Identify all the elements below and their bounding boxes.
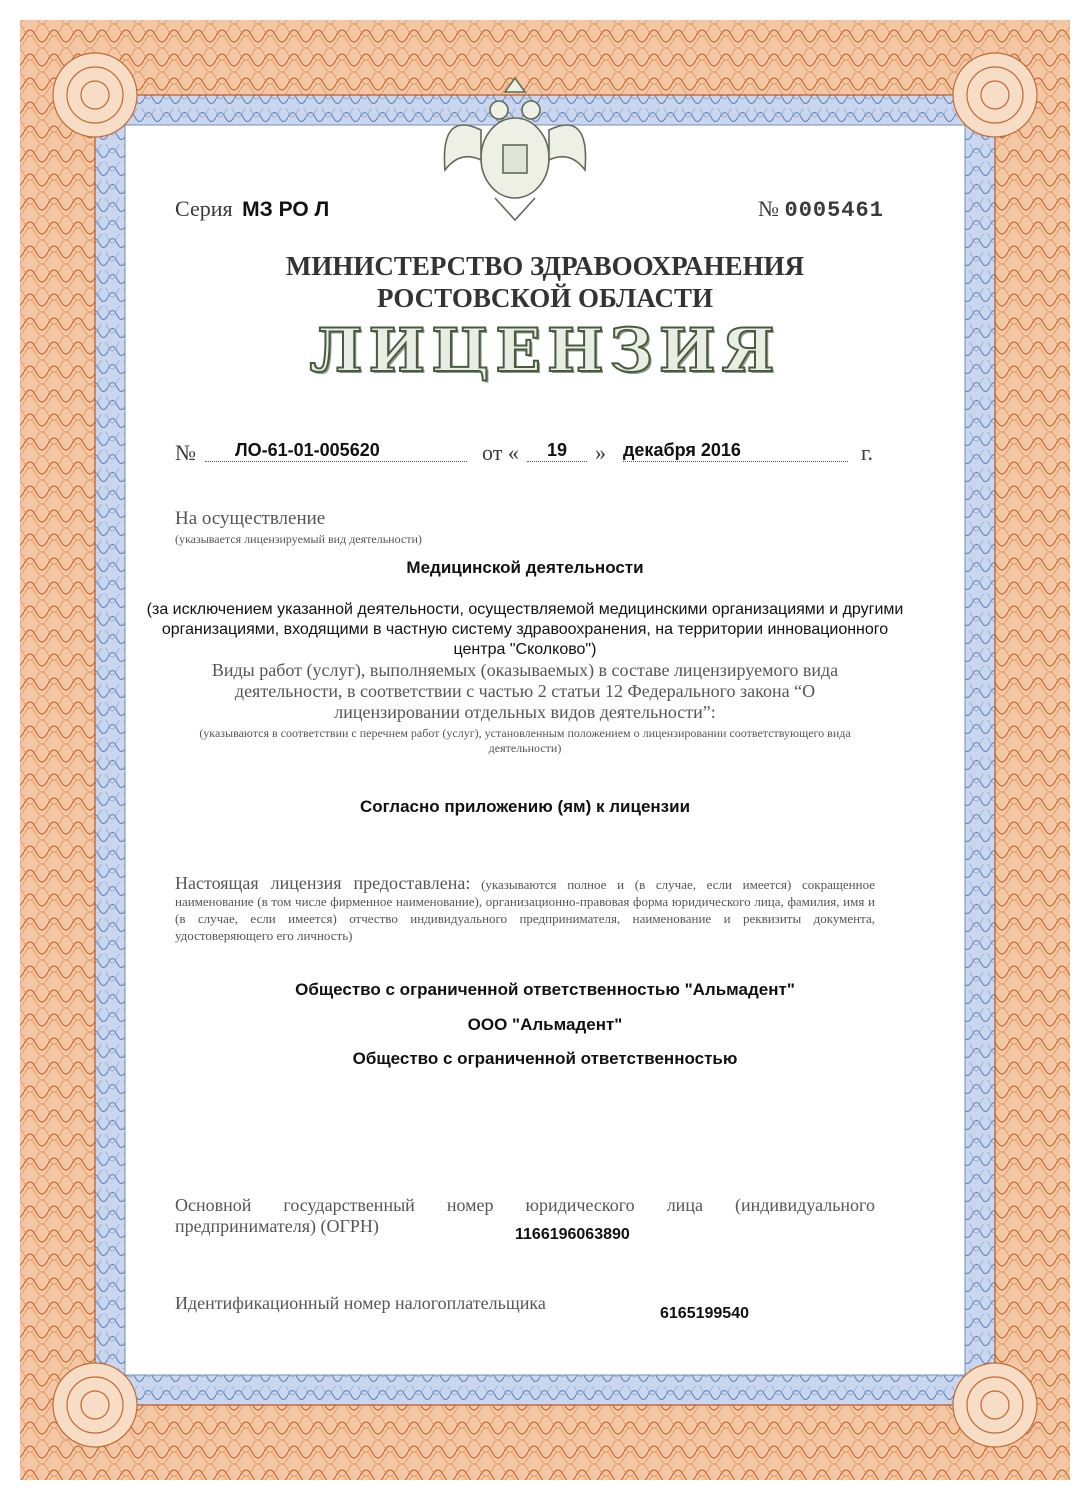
inn-label: Идентификационный номер налогоплательщика	[175, 1293, 546, 1313]
activity-exclusion: (за исключением указанной деятельности, осуществляемой медицинскими организациями и другими организациями, входящими в частную систему здравоохранения, на территории инновационного центра "Сколково")	[146, 601, 904, 658]
inn-value: 6165199540	[660, 1305, 749, 1322]
issuing-authority	[125, 250, 965, 314]
holder-hint: (указываются полное и (в случае, если имеется) сокращенное наименование (в том числе фирменное наименование), организационно-правовая форма юридического лица, фамилия, имя и (в случае, если имеется) отчество индивидуального предпринимателя, наименование и реквизиты документа, удостоверяющего его личность)	[175, 877, 875, 943]
activity-hint: (указывается лицензируемый вид деятельности)	[175, 532, 422, 546]
document-title: ЛИЦЕНЗИЯ	[309, 316, 781, 386]
year-suffix: г.	[861, 440, 874, 465]
series-label: Серия	[175, 196, 233, 221]
authority-line-1: МИНИСТЕРСТВО ЗДРАВООХРАНЕНИЯ	[285, 251, 805, 281]
ogrn-label: Основной государственный номер юридического лица (индивидуального предпринимателя) (ОГРН)	[175, 1195, 875, 1236]
license-number-row	[175, 440, 895, 470]
ogrn-value: 1166196063890	[515, 1226, 630, 1243]
license-month-year: декабря 2016	[623, 440, 848, 462]
license-day: 19	[527, 440, 587, 462]
works-text: Виды работ (услуг), выполняемых (оказываемых) в составе лицензируемого вида деятельности, в соответствии с частью 2 статьи 12 Федерального закона “О лицензировании отдельных видов деятельности”:	[211, 660, 839, 722]
authority-line-2: РОСТОВСКОЙ ОБЛАСТИ	[377, 283, 713, 313]
activity-value: Медицинской деятельности	[406, 558, 644, 577]
from-label: от «	[482, 440, 519, 465]
activity-label: На осуществление	[175, 508, 326, 529]
series-row	[175, 196, 329, 222]
series-value: МЗ РО Л	[242, 198, 330, 221]
license-no-value: ЛО-61-01-005620	[205, 440, 467, 462]
license-no-label: №	[175, 440, 196, 465]
works-hint: (указываются в соответствии с перечнем работ (услуг), установленным положением о лицензировании соответствующего вида деятельности)	[199, 726, 851, 755]
holder-label: Настоящая лицензия предоставлена:	[175, 873, 471, 893]
holder-block	[175, 875, 875, 944]
blank-number	[758, 196, 884, 223]
close-quote: »	[595, 440, 606, 465]
holder-full-name: Общество с ограниченной ответственностью "Альмадент"	[295, 980, 795, 999]
number-label: №	[758, 196, 779, 221]
works-value: Согласно приложению (ям) к лицензии	[359, 797, 691, 816]
holder-legal-form: Общество с ограниченной ответственностью	[352, 1049, 738, 1068]
holder-short-name: ООО "Альмадент"	[467, 1015, 623, 1034]
blank-number-value: 0005461	[784, 198, 884, 223]
